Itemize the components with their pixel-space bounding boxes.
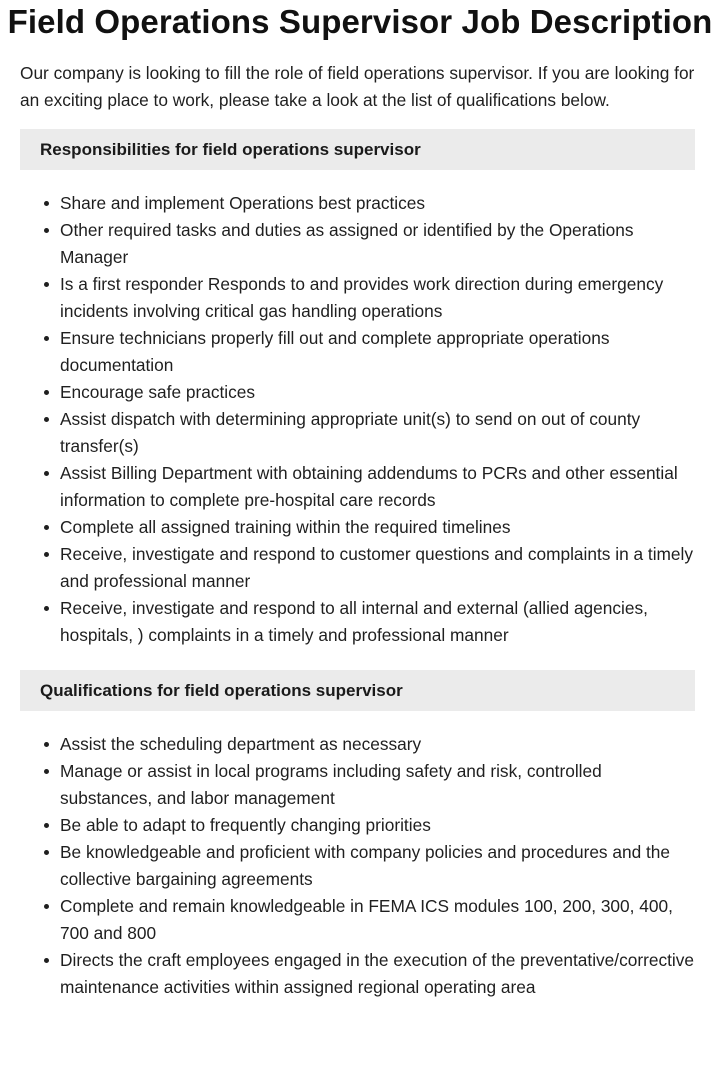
list-item-text: Ensure technicians properly fill out and complete appropriate operations documentation — [60, 328, 610, 375]
responsibilities-list — [20, 190, 695, 649]
qualifications-heading: Qualifications for field operations supervisor — [40, 680, 403, 700]
list-item — [60, 812, 695, 839]
list-item — [60, 893, 695, 947]
bullet-icon — [44, 606, 49, 611]
list-item-text: Receive, investigate and respond to all internal and external (allied agencies, hospitals, ) complaints in a timely and professional manner — [60, 598, 648, 645]
list-item — [60, 541, 695, 595]
list-item-text: Manage or assist in local programs including safety and risk, controlled substances, and labor management — [60, 761, 602, 808]
bullet-icon — [44, 336, 49, 341]
list-item-text: Assist dispatch with determining appropriate unit(s) to send on out of county transfer(s) — [60, 409, 641, 456]
responsibilities-section — [20, 129, 695, 649]
list-item — [60, 595, 695, 649]
list-item-text: Assist the scheduling department as necessary — [60, 734, 422, 754]
bullet-icon — [44, 471, 49, 476]
list-item-text: Be knowledgeable and proficient with company policies and procedures and the collective bargaining agreements — [60, 842, 671, 889]
bullet-icon — [44, 390, 49, 395]
responsibilities-heading: Responsibilities for field operations supervisor — [40, 139, 421, 159]
bullet-icon — [44, 769, 49, 774]
page-title: Field Operations Supervisor Job Description — [7, 3, 713, 40]
bullet-icon — [44, 282, 49, 287]
list-item — [60, 271, 695, 325]
list-item — [60, 217, 695, 271]
list-item — [60, 514, 695, 541]
list-item-text: Encourage safe practices — [60, 382, 256, 402]
qualifications-list — [20, 731, 695, 1001]
qualifications-header — [20, 670, 695, 711]
responsibilities-header — [20, 129, 695, 170]
list-item-text: Directs the craft employees engaged in the execution of the preventative/corrective maintenance activities within assigned regional operating area — [60, 950, 694, 997]
list-item-text: Assist Billing Department with obtaining addendums to PCRs and other essential information to complete pre-hospital care records — [60, 463, 678, 510]
list-item-text: Share and implement Operations best practices — [60, 193, 426, 213]
list-item — [60, 758, 695, 812]
bullet-icon — [44, 552, 49, 557]
list-item — [60, 190, 695, 217]
bullet-icon — [44, 850, 49, 855]
list-item-text: Other required tasks and duties as assigned or identified by the Operations Manager — [60, 220, 634, 267]
list-item-text: Complete and remain knowledgeable in FEMA ICS modules 100, 200, 300, 400, 700 and 800 — [60, 896, 673, 943]
bullet-icon — [44, 525, 49, 530]
bullet-icon — [44, 742, 49, 747]
list-item-text: Complete all assigned training within the required timelines — [60, 517, 511, 537]
list-item-text: Receive, investigate and respond to customer questions and complaints in a timely and professional manner — [60, 544, 694, 591]
list-item — [60, 947, 695, 1001]
list-item — [60, 379, 695, 406]
intro-paragraph: Our company is looking to fill the role of field operations supervisor. If you are looking for an exciting place to work, please take a look at the list of qualifications below. — [20, 63, 695, 110]
bullet-icon — [44, 904, 49, 909]
qualifications-section — [20, 670, 695, 1001]
bullet-icon — [44, 417, 49, 422]
list-item — [60, 731, 695, 758]
list-item-text: Be able to adapt to frequently changing priorities — [60, 815, 431, 835]
list-item — [60, 325, 695, 379]
list-item — [60, 460, 695, 514]
bullet-icon — [44, 823, 49, 828]
list-item — [60, 406, 695, 460]
bullet-icon — [44, 228, 49, 233]
list-item — [60, 839, 695, 893]
bullet-icon — [44, 958, 49, 963]
bullet-icon — [44, 201, 49, 206]
list-item-text: Is a first responder Responds to and provides work direction during emergency incidents involving critical gas handling operations — [60, 274, 664, 321]
